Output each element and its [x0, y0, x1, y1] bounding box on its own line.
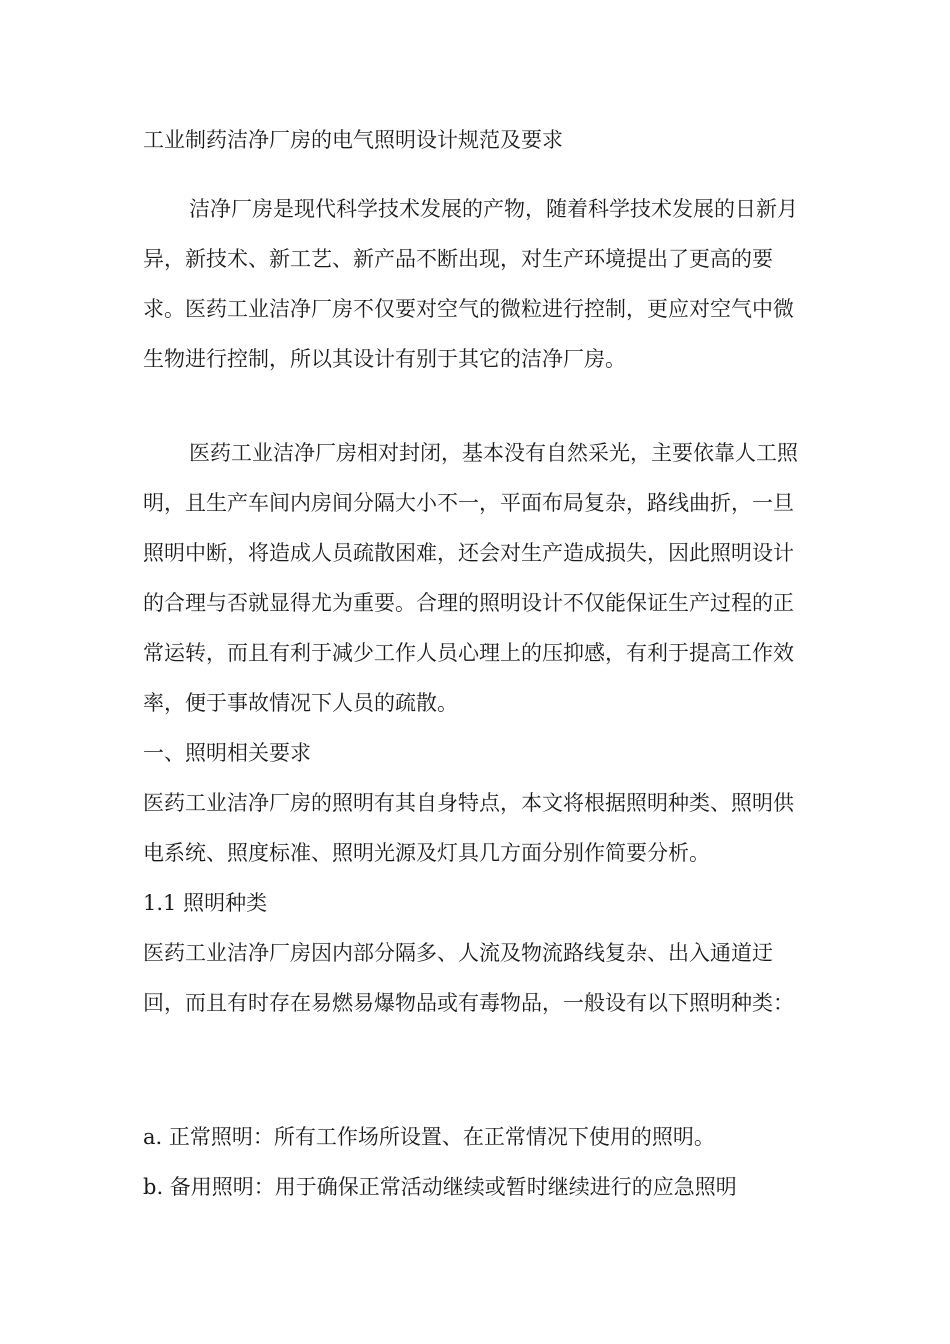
- intro-paragraph: 洁净厂房是现代科学技术发展的产物，随着科学技术发展的日新月异，新技术、新工艺、新产品不断出现，对生产环境提出了更高的要求。医药工业洁净厂房不仅要对空气的微粒进行控制，更应对空气中微生物进行控制，所以其设计有别于其它的洁净厂房。: [143, 197, 798, 371]
- section-1-paragraph: 医药工业洁净厂房的照明有其自身特点，本文将根据照明种类、照明供电系统、照度标准、照明光源及灯具几方面分别作简要分析。: [143, 791, 794, 865]
- subsection-1-1-heading: 1.1 照明种类: [143, 891, 268, 915]
- lighting-importance-paragraph: 医药工业洁净厂房相对封闭，基本没有自然采光，主要依靠人工照明，且生产车间内房间分隔大小不一，平面布局复杂，路线曲折，一旦照明中断，将造成人员疏散困难，还会对生产造成损失，因此照明设计的合理与否就显得尤为重要。合理的照明设计不仅能保证生产过程的正常运转，而且有利于减少工作人员心理上的压抑感，有利于提高工作效率，便于事故情况下人员的疏散。: [143, 441, 798, 715]
- document-title: 工业制药洁净厂房的电气照明设计规范及要求: [143, 128, 563, 152]
- list-item-b: b. 备用照明：用于确保正常活动继续或暂时继续进行的应急照明: [143, 1175, 737, 1199]
- subsection-1-1-paragraph: 医药工业洁净厂房因内部分隔多、人流及物流路线复杂、出入通道迂回，而且有时存在易燃易爆物品或有毒物品，一般设有以下照明种类：: [143, 941, 794, 1015]
- section-1-heading: 一、照明相关要求: [143, 741, 311, 765]
- list-item-a: a. 正常照明：所有工作场所设置、在正常情况下使用的照明。: [143, 1125, 715, 1149]
